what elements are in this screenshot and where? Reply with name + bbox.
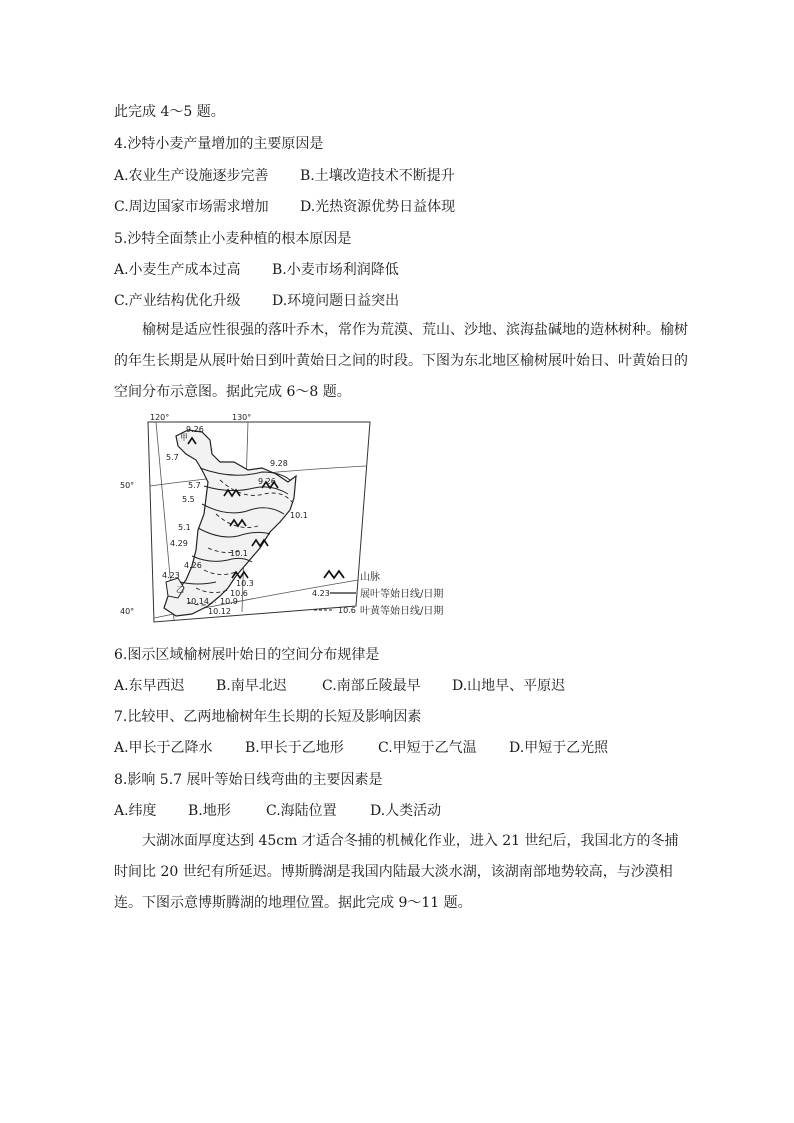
isoline-label: 10.3 xyxy=(236,579,254,588)
isoline-label: 5.7 xyxy=(188,481,201,490)
q6-option-d: D.山地早、平原迟 xyxy=(452,678,566,694)
isoline-label: 9.26 xyxy=(186,425,204,434)
q6-option-c: C.南部丘陵最早 xyxy=(322,678,421,694)
q7-option-b: B.甲长于乙地形 xyxy=(245,740,344,756)
q7-option-c: C.甲短于乙气温 xyxy=(378,740,477,756)
intro-tail: 此完成 4～5 题。 xyxy=(114,104,225,120)
legend-yellow-sample: 10.6 xyxy=(338,606,356,615)
q4-options-row1 xyxy=(114,167,455,185)
q8-option-a: A.纬度 xyxy=(114,803,157,819)
passage-elm-tree: 榆树是适应性很强的落叶乔木，常作为荒漠、荒山、沙地、滨海盐碱地的造林树种。榆树的年生长期是从展叶始日到叶黄始日之间的时段。下图为东北地区榆树展叶始日、叶黄始日的空间分布示意图。据此完成 6～8 题。 xyxy=(114,322,688,400)
legend-leaf-out-label: 展叶等始日线/日期 xyxy=(360,589,444,600)
q5-options-row2 xyxy=(114,292,399,310)
isoline-label: 10.12 xyxy=(208,607,231,616)
place-label-yi: 乙 xyxy=(176,585,184,594)
q5-option-a: A.小麦生产成本过高 xyxy=(114,262,241,278)
q7-stem: 7.比较甲、乙两地榆树年生长期的长短及影响因素 xyxy=(114,709,422,725)
isoline-label: 10.9 xyxy=(220,597,238,606)
isoline-label: 10.14 xyxy=(186,597,209,606)
q5-option-d: D.环境问题日益突出 xyxy=(272,293,400,309)
isoline-label: 4.26 xyxy=(184,561,202,570)
lon-label-130: 130° xyxy=(232,413,252,422)
q4-options-row2 xyxy=(114,198,455,216)
isoline-label: 9.26 xyxy=(258,477,276,486)
lon-label-120: 120° xyxy=(150,413,170,422)
isoline-label: 10.6 xyxy=(230,589,248,598)
q5-options-row1 xyxy=(114,261,399,279)
passage-bosten-lake: 大湖冰面厚度达到 45cm 才适合冬捕的机械化作业，进入 21 世纪后，我国北方的冬捕时间比 20 世纪有所延迟。博斯腾湖是我国内陆最大淡水湖，该湖南部地势较高，与沙漠相连。下图示意博斯腾湖的地理位置。据此完成 9～11 题。 xyxy=(114,833,679,911)
q5-stem: 5.沙特全面禁止小麦种植的根本原因是 xyxy=(114,231,352,247)
isoline-label: 5.1 xyxy=(178,523,191,532)
q6-option-a: A.东早西迟 xyxy=(114,678,185,694)
legend-mountain-label: 山脉 xyxy=(360,572,380,583)
q5-option-c: C.产业结构优化升级 xyxy=(114,293,241,309)
lat-label-40: 40° xyxy=(120,607,135,616)
isoline-label: 10.1 xyxy=(290,511,308,520)
lat-label-50: 50° xyxy=(120,481,135,490)
q6-options xyxy=(114,677,565,695)
isoline-label: 5.7 xyxy=(166,453,179,462)
q8-option-d: D.人类活动 xyxy=(370,803,442,819)
isoline-label: 4.23 xyxy=(162,571,180,580)
isoline-label: 4.29 xyxy=(170,539,188,548)
isoline-label: 10.1 xyxy=(230,549,248,558)
northeast-china-elm-map xyxy=(112,410,462,632)
q4-option-d: D.光热资源优势日益体现 xyxy=(300,199,456,215)
legend-mountain-icon xyxy=(324,571,344,578)
q4-option-c: C.周边国家市场需求增加 xyxy=(114,199,269,215)
q7-options xyxy=(114,739,608,757)
legend-leaf-out-sample: 4.23 xyxy=(312,589,330,598)
q7-option-d: D.甲短于乙光照 xyxy=(509,740,609,756)
q8-options xyxy=(114,802,441,820)
isoline-label: 5.5 xyxy=(182,495,195,504)
q4-option-b: B.土壤改造技术不断提升 xyxy=(300,168,455,184)
q4-stem: 4.沙特小麦产量增加的主要原因是 xyxy=(114,136,324,152)
isoline-label: 9.28 xyxy=(270,459,288,468)
q6-option-b: B.南早北迟 xyxy=(216,678,287,694)
place-label-jia: 甲 xyxy=(180,433,188,442)
q6-stem: 6.图示区域榆树展叶始日的空间分布规律是 xyxy=(114,647,380,663)
q8-stem: 8.影响 5.7 展叶等始日线弯曲的主要因素是 xyxy=(114,772,383,788)
q5-option-b: B.小麦市场利润降低 xyxy=(272,262,399,278)
legend-yellow-label: 叶黄等始日线/日期 xyxy=(360,606,444,617)
q4-option-a: A.农业生产设施逐步完善 xyxy=(114,168,269,184)
q8-option-c: C.海陆位置 xyxy=(266,803,337,819)
q7-option-a: A.甲长于乙降水 xyxy=(114,740,213,756)
q8-option-b: B.地形 xyxy=(188,803,231,819)
